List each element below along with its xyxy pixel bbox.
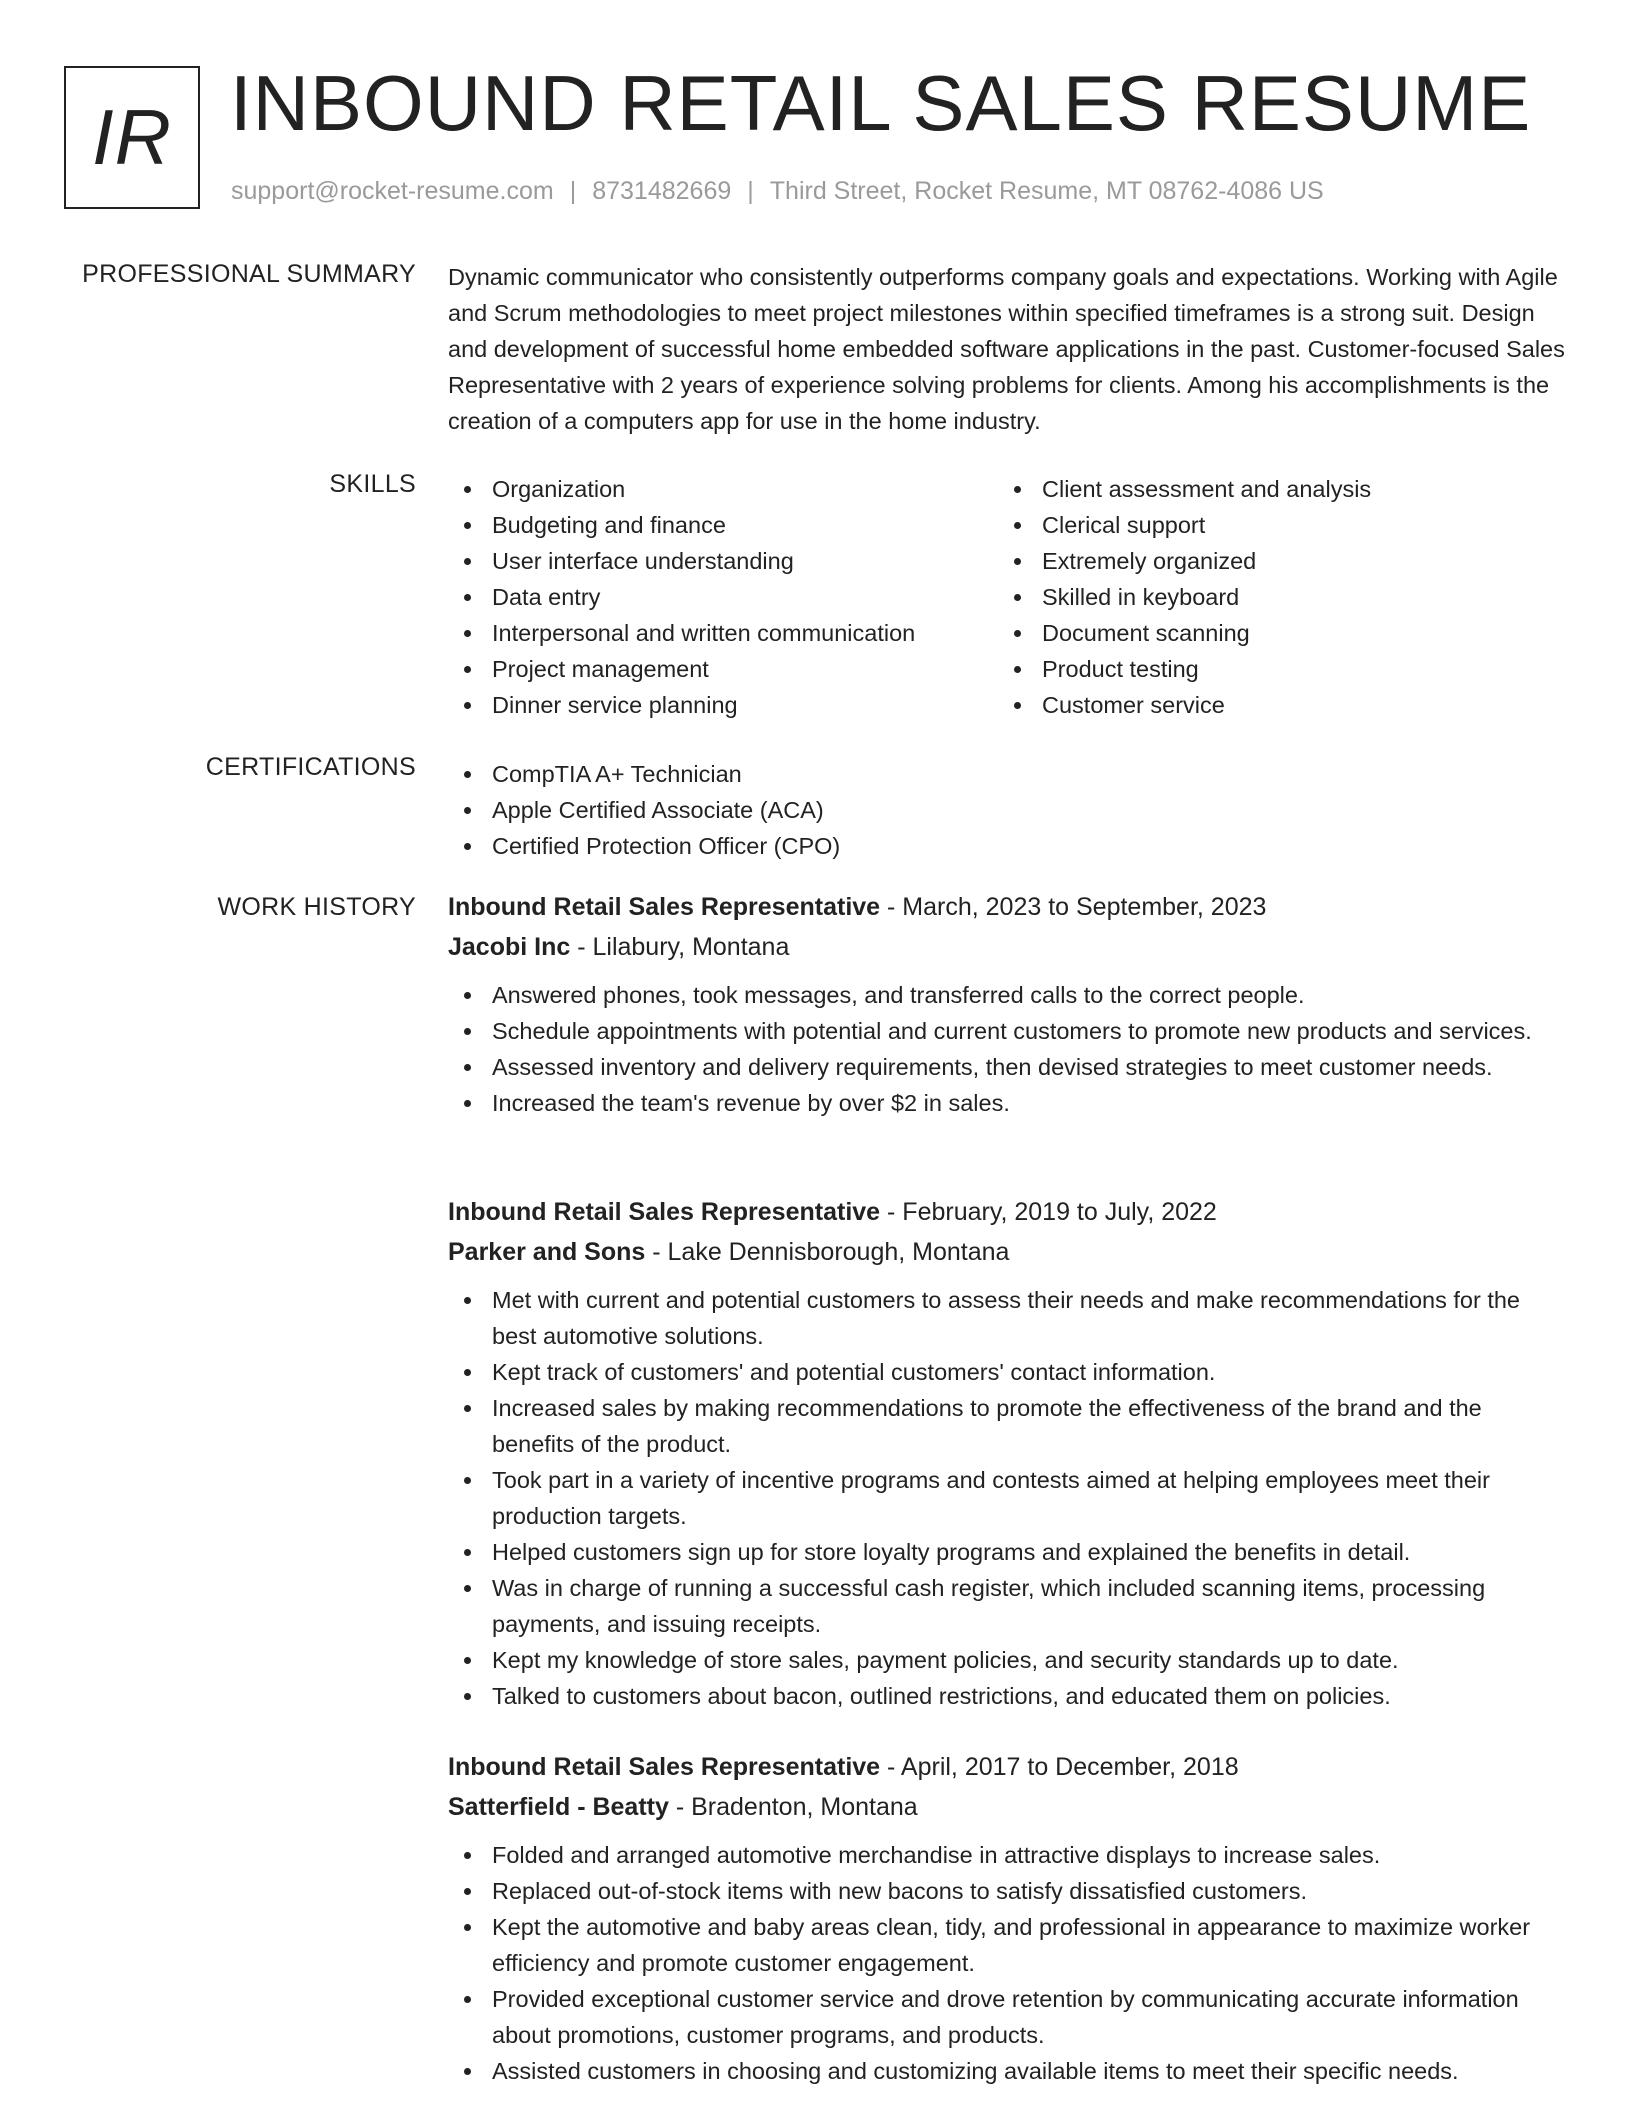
contact-separator: | [747,177,754,205]
skill-item: Organization [448,471,998,507]
certification-item: Certified Protection Officer (CPO) [448,828,1568,864]
certification-item: CompTIA A+ Technician [448,756,1568,792]
skills-list [448,471,1568,723]
job-bullet-item: Kept the automotive and baby areas clean, tidy, and professional in appearance to maximize worker efficiency and promote customer engagement. [448,1909,1568,1981]
certifications-list [448,756,1568,864]
skill-item: User interface understanding [448,543,998,579]
job-company: Satterfield - Beatty [448,1793,669,1821]
monogram-initials: IR [92,93,172,181]
contact-separator: | [569,177,577,205]
job-bullets [448,1282,1568,1714]
skills-column-2 [998,471,1548,723]
job-entry [448,887,1568,1121]
skill-item: Interpersonal and written communication [448,615,998,651]
job-company-line [448,927,1568,967]
job-bullet-item: Schedule appointments with potential and current customers to promote new products and services. [448,1013,1568,1049]
skill-item: Client assessment and analysis [998,471,1548,507]
job-bullet-item: Helped customers sign up for store loyalty programs and explained the benefits in detail. [448,1534,1568,1570]
certifications-items [448,756,1568,864]
section-label-work-history: WORK HISTORY [217,893,416,921]
contact-phone[interactable]: 8731482669 [592,177,732,205]
skill-item: Clerical support [998,507,1548,543]
skill-item: Project management [448,651,998,687]
job-dates: - February, 2019 to July, 2022 [880,1198,1217,1226]
skill-item: Skilled in keyboard [998,579,1548,615]
job-bullet-item: Assisted customers in choosing and customizing available items to meet their specific needs. [448,2053,1568,2089]
skill-item: Dinner service planning [448,687,998,723]
contact-line [231,176,1324,206]
job-location: - Lake Dennisborough, Montana [645,1238,1010,1266]
job-bullet-item: Provided exceptional customer service and drove retention by communicating accurate information about promotions, customer programs, and products. [448,1981,1568,2053]
job-company: Jacobi Inc [448,933,571,961]
job-company: Parker and Sons [448,1238,646,1266]
job-bullet-item: Kept track of customers' and potential customers' contact information. [448,1354,1568,1390]
job-location: - Bradenton, Montana [668,1793,918,1821]
job-bullet-item: Replaced out-of-stock items with new bacons to satisfy dissatisfied customers. [448,1873,1568,1909]
job-bullet-item: Increased the team's revenue by over $2 in sales. [448,1085,1568,1121]
job-bullet-item: Increased sales by making recommendations to promote the effectiveness of the brand and the benefits of the product. [448,1390,1568,1462]
job-title-line [448,887,1568,927]
job-location: - Lilabury, Montana [570,933,790,961]
job-bullet-item: Folded and arranged automotive merchandise in attractive displays to increase sales. [448,1837,1568,1873]
skills-column-1 [448,471,998,723]
skill-item: Data entry [448,579,998,615]
job-dates: - April, 2017 to December, 2018 [880,1753,1239,1781]
job-entry [448,1192,1568,1714]
job-bullet-item: Took part in a variety of incentive programs and contests aimed at helping employees meet their production targets. [448,1462,1568,1534]
skill-item: Document scanning [998,615,1548,651]
certification-item: Apple Certified Associate (ACA) [448,792,1568,828]
job-dates: - March, 2023 to September, 2023 [880,893,1267,921]
job-bullet-item: Met with current and potential customers to assess their needs and make recommendations for the best automotive solutions. [448,1282,1568,1354]
contact-email[interactable]: support@rocket-resume.com [231,177,554,205]
job-title: Inbound Retail Sales Representative [448,1753,881,1781]
resume-title: INBOUND RETAIL SALES RESUME [230,59,1532,147]
job-company-line [448,1232,1568,1272]
job-bullet-item: Was in charge of running a successful cash register, which included scanning items, processing payments, and issuing receipts. [448,1570,1568,1642]
job-title-line [448,1747,1568,1787]
job-title: Inbound Retail Sales Representative [448,893,881,921]
skill-item: Extremely organized [998,543,1548,579]
section-label-skills: SKILLS [329,470,416,498]
job-bullet-item: Answered phones, took messages, and transferred calls to the correct people. [448,977,1568,1013]
job-title: Inbound Retail Sales Representative [448,1198,881,1226]
job-bullet-item: Assessed inventory and delivery requirements, then devised strategies to meet customer needs. [448,1049,1568,1085]
contact-address: Third Street, Rocket Resume, MT 08762-4086 US [769,177,1324,205]
summary-text: Dynamic communicator who consistently outperforms company goals and expectations. Working with Agile and Scrum methodologies to meet project milestones within specified timeframes is a strong suit. Design and development of successful home embedded software applications in the past. Customer-focused Sales Representative with 2 years of experience solving problems for clients. Among his accomplishments is the creation of a computers app for use in the home industry. [448,264,1565,434]
job-bullets [448,1837,1568,2089]
skill-item: Customer service [998,687,1548,723]
job-entry [448,1747,1568,2089]
job-bullets [448,977,1568,1121]
skill-item: Product testing [998,651,1548,687]
job-company-line [448,1787,1568,1827]
section-label-summary: PROFESSIONAL SUMMARY [82,260,416,288]
job-bullet-item: Talked to customers about bacon, outlined restrictions, and educated them on policies. [448,1678,1568,1714]
skill-item: Budgeting and finance [448,507,998,543]
job-title-line [448,1192,1568,1232]
job-bullet-item: Kept my knowledge of store sales, payment policies, and security standards up to date. [448,1642,1568,1678]
monogram-box [64,66,200,209]
section-label-certifications: CERTIFICATIONS [205,753,416,781]
